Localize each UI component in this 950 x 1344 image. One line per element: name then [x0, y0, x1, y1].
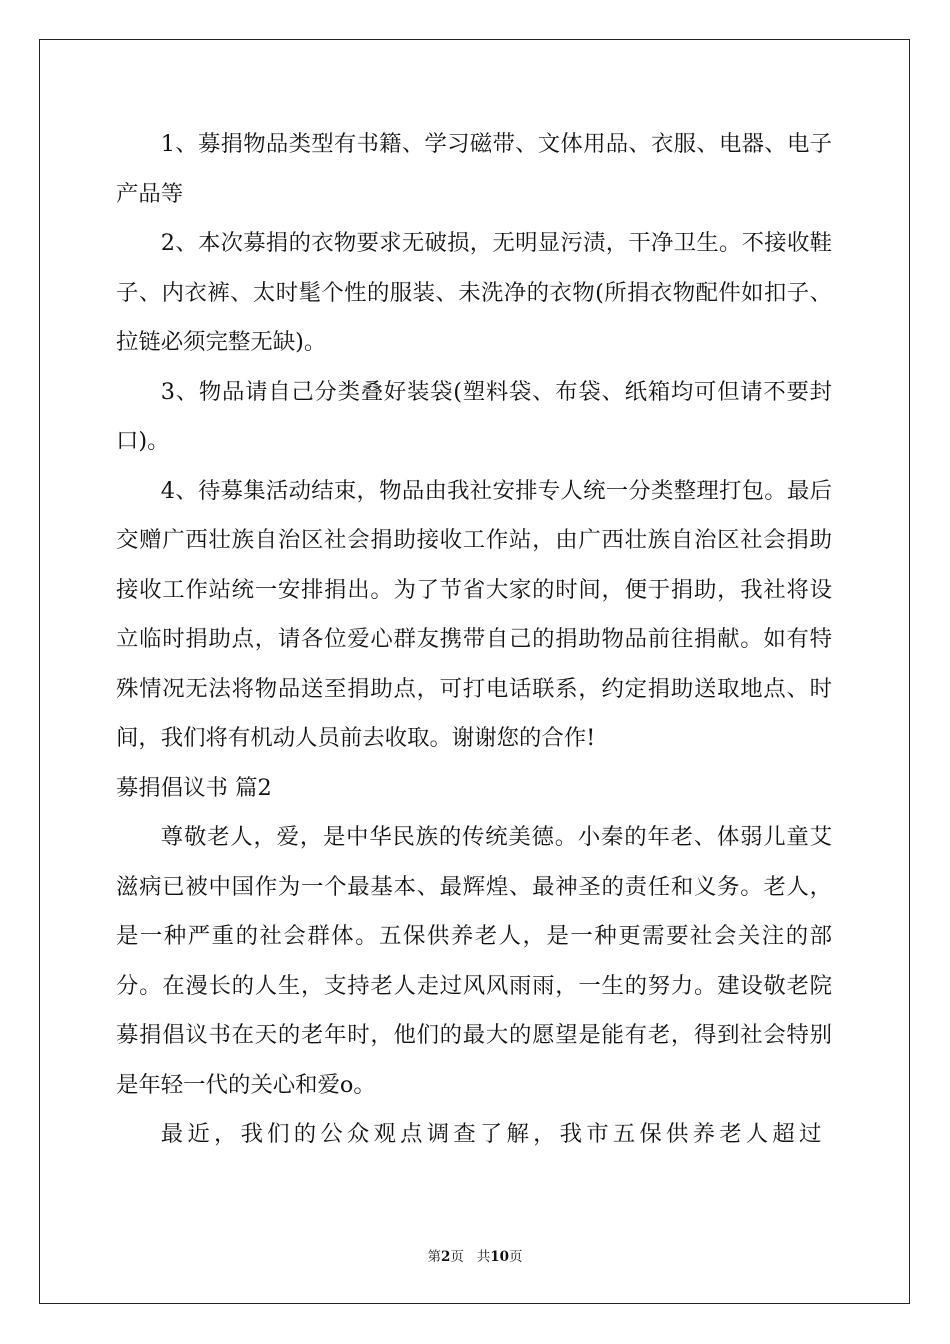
section-paragraph-2: 最近，我们的公众观点调查了解，我市五保供养老人超过	[160, 1121, 826, 1147]
section-heading: 募捐倡议书 篇2	[116, 774, 272, 801]
page-footer	[0, 1245, 950, 1265]
footer-suffix: 页	[509, 1249, 523, 1265]
footer-prefix: 第	[427, 1249, 441, 1265]
section-paragraph-1: 尊敬老人，爱，是中华民族的传统美德。小秦的年老、体弱儿童艾滋病已被中国作为一个最基本、最辉煌、最神圣的责任和义务。老人，是一种严重的社会群体。五保供养老人，是一种更需要社会关注的部分。在漫长的人生，支持老人走过风风雨雨，一生的努力。建设敬老院募捐倡议书在天的老年时，他们的最大的愿望是能有老，得到社会特别是年轻一代的关心和爱o。	[116, 824, 832, 1098]
paragraph-1: 1、募捐物品类型有书籍、学习磁带、文体用品、衣服、电器、电子产品等	[116, 131, 832, 207]
document-body	[116, 120, 832, 1160]
footer-total-pages: 10	[490, 1249, 510, 1265]
paragraph-4: 4、待募集活动结束，物品由我社安排专人统一分类整理打包。最后交赠广西壮族自治区社会捐助接收工作站，由广西壮族自治区社会捐助接收工作站统一安排捐出。为了节省大家的时间，便于捐助，我社将设立临时捐助点，请各位爱心群友携带自己的捐助物品前往捐献。如有特殊情况无法将物品送至捐助点，可打电话联系，约定捐助送取地点、时间，我们将有机动人员前去收取。谢谢您的合作!	[116, 477, 832, 751]
footer-page-number: 2	[440, 1249, 451, 1265]
footer-mid: 页 共	[450, 1249, 491, 1265]
paragraph-2: 2、本次募捐的衣物要求无破损，无明显污渍，干净卫生。不接收鞋子、内衣裤、太时髦个性的服装、未洗净的衣物(所捐衣物配件如扣子、拉链必须完整无缺)。	[116, 230, 832, 355]
paragraph-3: 3、物品请自己分类叠好装袋(塑料袋、布袋、纸箱均可但请不要封口)。	[116, 378, 832, 454]
